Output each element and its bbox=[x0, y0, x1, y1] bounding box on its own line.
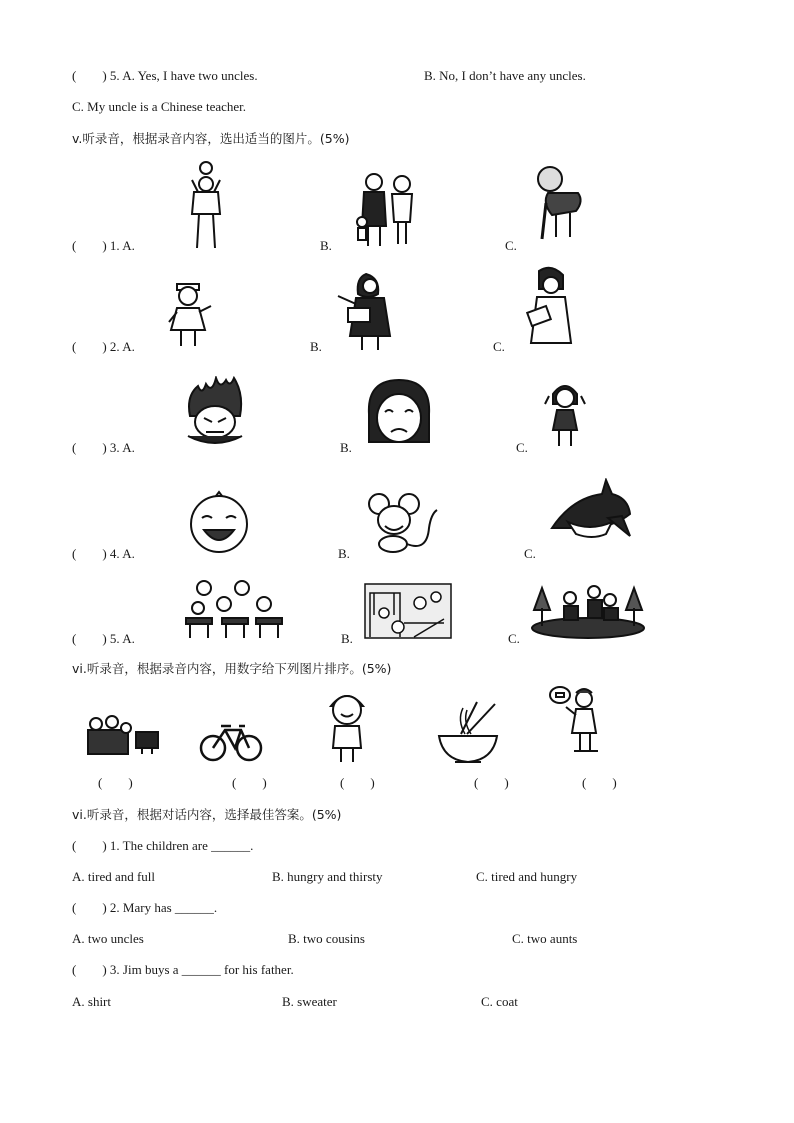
row2-option-c: C. bbox=[493, 339, 505, 354]
order-bracket-1[interactable]: ( ) bbox=[98, 775, 133, 790]
section-v-heading: v.听录音，根据录音内容，选出适当的图片。(5%) bbox=[72, 131, 350, 146]
bicycle-picture bbox=[199, 720, 263, 762]
row3-option-c: C. bbox=[516, 440, 528, 455]
happy-girl-picture bbox=[543, 380, 587, 450]
row4-option-c: C. bbox=[524, 546, 536, 561]
row1-option-c: C. bbox=[505, 238, 517, 253]
shark-picture bbox=[548, 478, 634, 550]
row2-option-b: B. bbox=[310, 339, 322, 354]
question-1-option-a[interactable]: A. tired and full bbox=[72, 869, 156, 884]
sad-face-picture bbox=[365, 378, 433, 448]
question-1-option-c[interactable]: C. tired and hungry bbox=[476, 869, 578, 884]
question-1-stem: ( ) 1. The children are ______. bbox=[72, 838, 254, 853]
classroom-picture bbox=[184, 578, 286, 640]
row4-number: ( ) 4. A. bbox=[72, 546, 135, 561]
question-3-option-c[interactable]: C. coat bbox=[481, 994, 518, 1009]
row1-option-b: B. bbox=[320, 238, 332, 253]
father-carrying-child-picture bbox=[184, 160, 228, 250]
row4-option-b: B. bbox=[338, 546, 350, 561]
boy-picture bbox=[325, 690, 369, 764]
question-5-option-c: C. My uncle is a Chinese teacher. bbox=[72, 99, 247, 114]
question-2-option-a[interactable]: A. two uncles bbox=[72, 931, 144, 946]
question-3-option-a[interactable]: A. shirt bbox=[72, 994, 111, 1009]
park-picnic-picture bbox=[530, 578, 646, 640]
order-bracket-3[interactable]: ( ) bbox=[340, 775, 375, 790]
grandmother-with-cane-picture bbox=[528, 163, 590, 243]
doctor-picture bbox=[523, 265, 579, 349]
nurse-picture bbox=[165, 276, 215, 350]
row5-option-c: C. bbox=[508, 631, 520, 646]
order-bracket-5[interactable]: ( ) bbox=[582, 775, 617, 790]
question-3-option-b[interactable]: B. sweater bbox=[282, 994, 337, 1009]
question-2-stem: ( ) 2. Mary has ______. bbox=[72, 900, 218, 915]
row5-option-b: B. bbox=[341, 631, 353, 646]
family-picture bbox=[352, 172, 422, 248]
row5-number: ( ) 5. A. bbox=[72, 631, 135, 646]
question-1-option-b[interactable]: B. hungry and thirsty bbox=[272, 869, 383, 884]
boy-thinking-picture bbox=[548, 685, 602, 755]
playground-picture bbox=[364, 583, 452, 639]
row3-number: ( ) 3. A. bbox=[72, 440, 135, 455]
question-2-option-c[interactable]: C. two aunts bbox=[512, 931, 578, 946]
row2-number: ( ) 2. A. bbox=[72, 339, 135, 354]
question-5-option-b: B. No, I don’t have any uncles. bbox=[424, 68, 586, 83]
family-watching-tv-picture bbox=[86, 712, 160, 760]
section-vi-heading: vi.听录音，根据录音内容，用数字给下列图片排序。(5%) bbox=[72, 661, 392, 676]
row1-number: ( ) 1. A. bbox=[72, 238, 135, 253]
question-2-option-b[interactable]: B. two cousins bbox=[288, 931, 365, 946]
laughing-baby-picture bbox=[186, 490, 252, 556]
mouse-picture bbox=[365, 490, 441, 556]
angry-face-picture bbox=[184, 376, 246, 446]
order-bracket-2[interactable]: ( ) bbox=[232, 775, 267, 790]
order-bracket-4[interactable]: ( ) bbox=[474, 775, 509, 790]
row3-option-b: B. bbox=[340, 440, 352, 455]
question-3-stem: ( ) 3. Jim buys a ______ for his father. bbox=[72, 962, 294, 977]
noodles-bowl-picture bbox=[437, 700, 499, 768]
section-vii-heading: vi.听录音，根据对话内容，选择最佳答案。(5%) bbox=[72, 807, 342, 822]
question-5-stem: ( ) 5. A. Yes, I have two uncles. bbox=[72, 68, 258, 83]
teacher-picture bbox=[334, 270, 406, 352]
